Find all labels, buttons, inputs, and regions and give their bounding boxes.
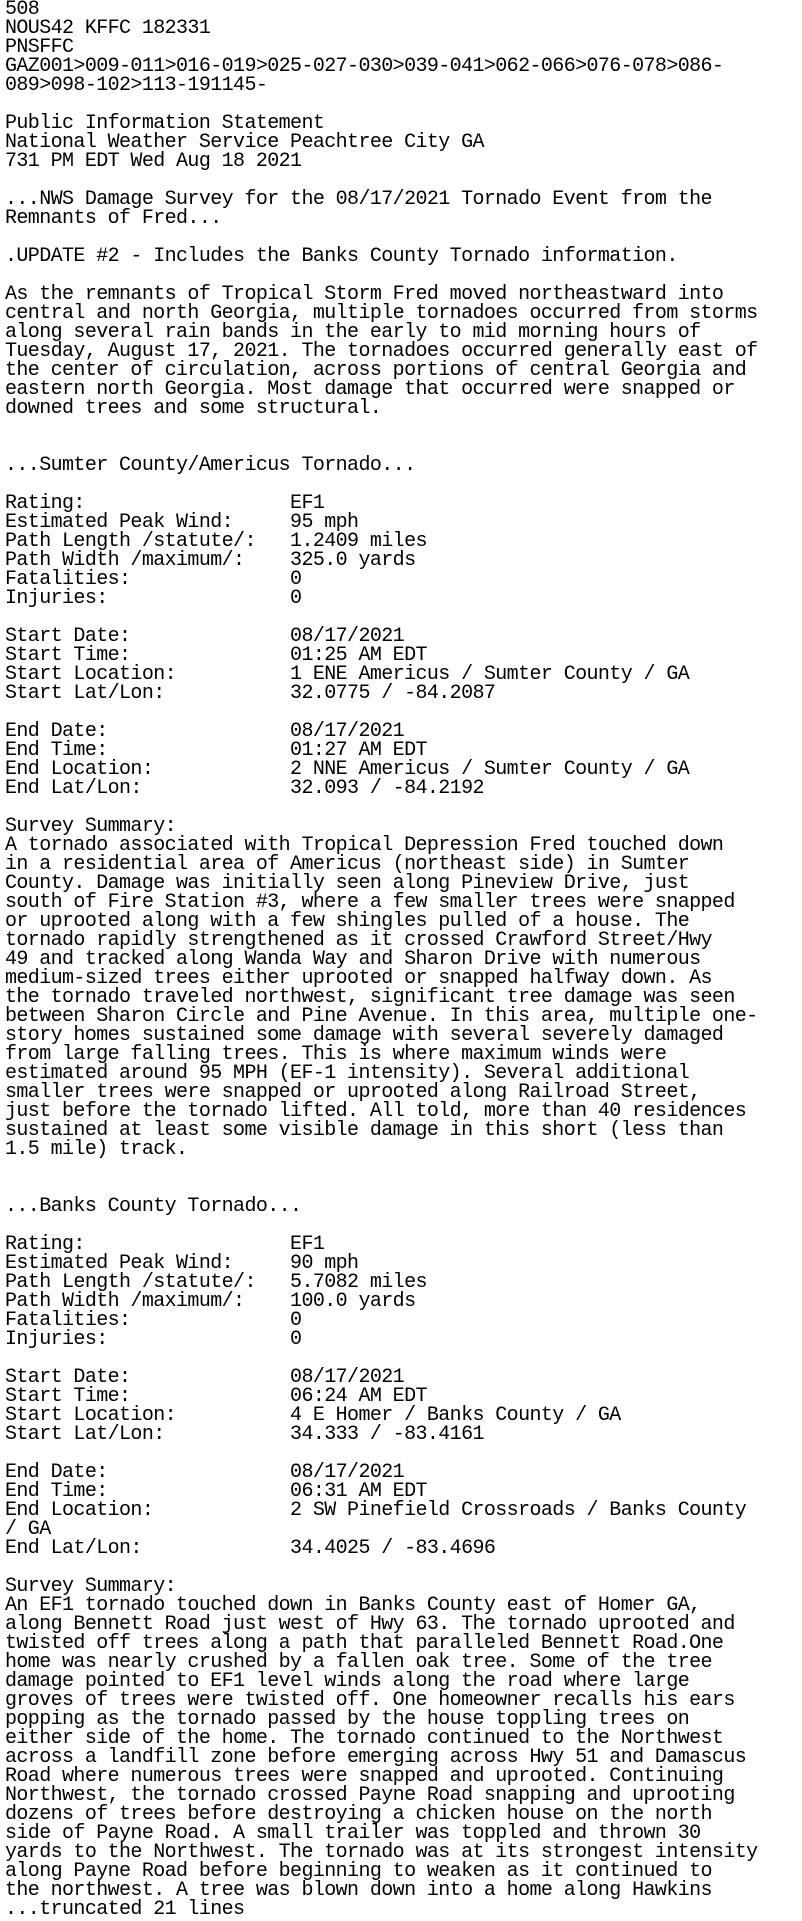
- text-line: from large falling trees. This is where maximum winds were: [5, 1043, 667, 1066]
- text-line: along Payne Road before beginning to weaken as it continued to: [5, 1860, 712, 1883]
- text-line: tornado rapidly strengthened as it crossed Crawford Street/Hwy: [5, 929, 712, 952]
- text-line: in a residential area of Americus (northeast side) in Sumter: [5, 853, 690, 876]
- text-line: groves of trees were twisted off. One homeowner recalls his ears: [5, 1689, 735, 1712]
- text-line: sustained at least some visible damage in this short (less than: [5, 1119, 724, 1142]
- text-line: 508: [5, 0, 40, 21]
- text-line: End Lat/Lon: 32.093 / -84.2192: [5, 777, 484, 800]
- text-line: Fatalities: 0: [5, 1309, 302, 1332]
- text-line: Path Length /statute/: 5.7082 miles: [5, 1271, 427, 1294]
- text-line: An EF1 tornado touched down in Banks County east of Homer GA,: [5, 1594, 701, 1617]
- text-line: End Location: 2 NNE Americus / Sumter County / GA: [5, 758, 690, 781]
- text-line: ...Sumter County/Americus Tornado...: [5, 454, 416, 477]
- text-line: End Location: 2 SW Pinefield Crossroads / Banks County: [5, 1499, 747, 1522]
- text-line: Northwest, the tornado crossed Payne Road snapping and uprooting: [5, 1784, 735, 1807]
- text-line: Injuries: 0: [5, 1328, 302, 1351]
- blank-line: [5, 1159, 802, 1178]
- text-line: / GA: [5, 1518, 51, 1541]
- text-line: End Time: 01:27 AM EDT: [5, 739, 427, 762]
- text-line: Estimated Peak Wind: 95 mph: [5, 511, 359, 534]
- text-line: home was nearly crushed by a fallen oak tree. Some of the tree: [5, 1651, 712, 1674]
- text-line: Estimated Peak Wind: 90 mph: [5, 1252, 359, 1275]
- text-line: Rating: EF1: [5, 1233, 325, 1256]
- text-line: medium-sized trees either uprooted or snapped halfway down. As: [5, 967, 712, 990]
- text-line: PNSFFC: [5, 36, 74, 59]
- text-line: As the remnants of Tropical Storm Fred moved northeastward into: [5, 283, 724, 306]
- text-line: 1.5 mile) track.: [5, 1138, 188, 1161]
- text-line: County. Damage was initially seen along Pineview Drive, just: [5, 872, 690, 895]
- text-line: Remnants of Fred...: [5, 207, 222, 230]
- text-line: south of Fire Station #3, where a few smaller trees were snapped: [5, 891, 735, 914]
- blank-line: [5, 418, 802, 437]
- text-line: Road where numerous trees were snapped and uprooted. Continuing: [5, 1765, 724, 1788]
- text-line: between Sharon Circle and Pine Avenue. In this area, multiple one-: [5, 1005, 758, 1028]
- text-line: Injuries: 0: [5, 587, 302, 610]
- text-line: End Time: 06:31 AM EDT: [5, 1480, 427, 1503]
- text-line: along Bennett Road just west of Hwy 63. The tornado uprooted and: [5, 1613, 735, 1636]
- text-line: Tuesday, August 17, 2021. The tornadoes occurred generally east of: [5, 340, 758, 363]
- text-line: Start Time: 06:24 AM EDT: [5, 1385, 427, 1408]
- text-line: Start Location: 1 ENE Americus / Sumter County / GA: [5, 663, 690, 686]
- text-line: .UPDATE #2 - Includes the Banks County Tornado information.: [5, 245, 678, 268]
- text-line: damage pointed to EF1 level winds along the road where large: [5, 1670, 690, 1693]
- text-line: Start Date: 08/17/2021: [5, 625, 405, 648]
- text-line: the center of circulation, across portions of central Georgia and: [5, 359, 747, 382]
- text-line: along several rain bands in the early to mid morning hours of: [5, 321, 701, 344]
- text-line: the tornado traveled northwest, significant tree damage was seen: [5, 986, 735, 1009]
- text-line: ...NWS Damage Survey for the 08/17/2021 Tornado Event from the: [5, 188, 712, 211]
- text-line: ...Banks County Tornado...: [5, 1195, 302, 1218]
- text-line: Path Width /maximum/: 100.0 yards: [5, 1290, 416, 1313]
- text-line: Survey Summary:: [5, 815, 177, 838]
- text-line: ...truncated 21 lines: [5, 1898, 245, 1921]
- text-line: Path Length /statute/: 1.2409 miles: [5, 530, 427, 553]
- text-line: A tornado associated with Tropical Depression Fred touched down: [5, 834, 724, 857]
- text-line: End Date: 08/17/2021: [5, 1461, 405, 1484]
- text-line: Start Lat/Lon: 32.0775 / -84.2087: [5, 682, 496, 705]
- text-line: dozens of trees before destroying a chicken house on the north: [5, 1803, 712, 1826]
- text-line: smaller trees were snapped or uprooted along Railroad Street,: [5, 1081, 701, 1104]
- text-line: Start Location: 4 E Homer / Banks County / GA: [5, 1404, 621, 1427]
- text-line: popping as the tornado passed by the house toppling trees on: [5, 1708, 690, 1731]
- text-line: central and north Georgia, multiple tornadoes occurred from storms: [5, 302, 758, 325]
- text-line: National Weather Service Peachtree City GA: [5, 131, 484, 154]
- text-line: either side of the home. The tornado continued to the Northwest: [5, 1727, 724, 1750]
- text-line: across a landfill zone before emerging across Hwy 51 and Damascus: [5, 1746, 747, 1769]
- text-line: Public Information Statement: [5, 112, 325, 135]
- text-line: End Date: 08/17/2021: [5, 720, 405, 743]
- text-line: Fatalities: 0: [5, 568, 302, 591]
- text-line: Path Width /maximum/: 325.0 yards: [5, 549, 416, 572]
- text-line: GAZ001>009-011>016-019>025-027-030>039-041>062-066>076-078>086-: [5, 55, 724, 78]
- text-line: 731 PM EDT Wed Aug 18 2021: [5, 150, 302, 173]
- text-line: Survey Summary:: [5, 1575, 177, 1598]
- text-line: Start Date: 08/17/2021: [5, 1366, 405, 1389]
- text-line: just before the tornado lifted. All told, more than 40 residences: [5, 1100, 747, 1123]
- text-line: or uprooted along with a few shingles pulled of a house. The: [5, 910, 690, 933]
- text-line: End Lat/Lon: 34.4025 / -83.4696: [5, 1537, 496, 1560]
- text-line: Start Lat/Lon: 34.333 / -83.4161: [5, 1423, 484, 1446]
- text-line: story homes sustained some damage with several severely damaged: [5, 1024, 724, 1047]
- text-line: estimated around 95 MPH (EF-1 intensity). Several additional: [5, 1062, 690, 1085]
- text-line: 49 and tracked along Wanda Way and Sharon Drive with numerous: [5, 948, 701, 971]
- text-line: NOUS42 KFFC 182331: [5, 17, 211, 40]
- text-line: the northwest. A tree was blown down into a home along Hawkins: [5, 1879, 712, 1902]
- text-line: twisted off trees along a path that paralleled Bennett Road.One: [5, 1632, 724, 1655]
- text-line: yards to the Northwest. The tornado was at its strongest intensity: [5, 1841, 758, 1864]
- text-line: Start Time: 01:25 AM EDT: [5, 644, 427, 667]
- text-line: side of Payne Road. A small trailer was toppled and thrown 30: [5, 1822, 701, 1845]
- text-line: Rating: EF1: [5, 492, 325, 515]
- text-line: downed trees and some structural.: [5, 397, 382, 420]
- text-line: eastern north Georgia. Most damage that occurred were snapped or: [5, 378, 735, 401]
- text-line: 089>098-102>113-191145-: [5, 74, 268, 97]
